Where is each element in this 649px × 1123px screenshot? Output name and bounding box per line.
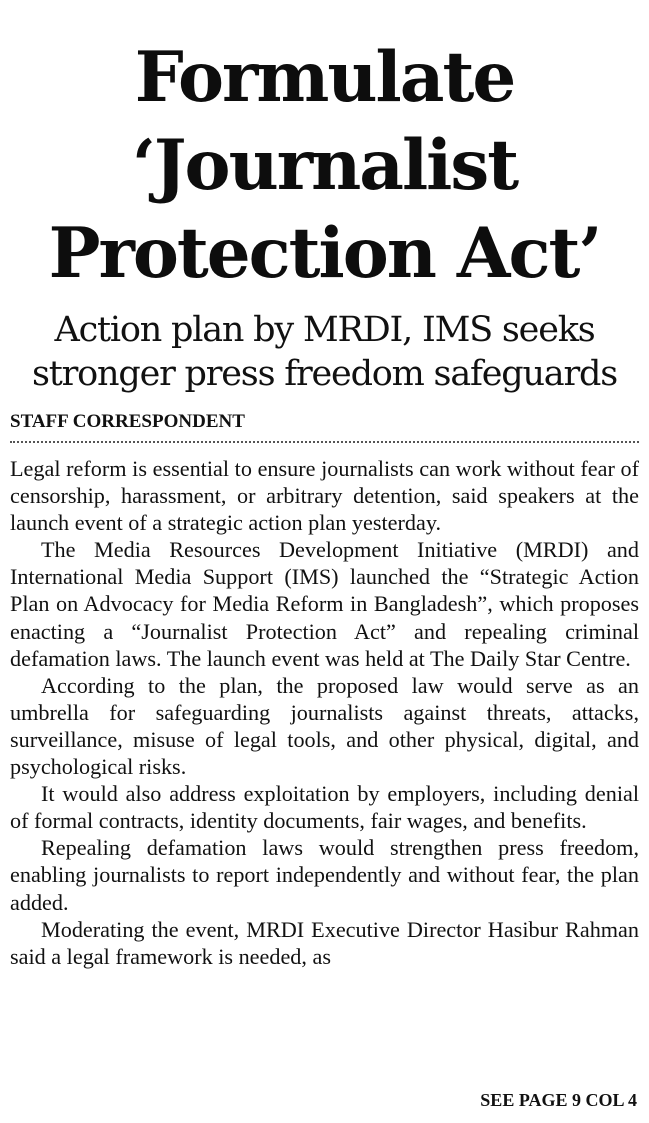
article-body	[10, 455, 639, 970]
subheadline	[10, 308, 639, 396]
subheadline-line-1: Action plan by MRDI, IMS seeks	[54, 310, 595, 350]
dotted-divider	[10, 441, 639, 443]
headline-line-1: Formulate	[134, 37, 515, 118]
subheadline-line-2: stronger press freedom safeguards	[32, 354, 617, 394]
body-paragraph: Legal reform is essential to ensure journalists can work without fear of censorship, harassment, or arbitrary detention, said speakers at the launch event of a strategic action plan yesterday.	[10, 456, 639, 536]
headline-line-3: Protection Act’	[48, 213, 601, 294]
headline-line-2: ‘Journalist	[131, 125, 518, 206]
body-paragraph: Moderating the event, MRDI Executive Director Hasibur Rahman said a legal framework is needed, as	[10, 916, 639, 969]
continuation-jump-line: SEE PAGE 9 COL 4	[480, 1090, 637, 1110]
headline	[10, 0, 639, 298]
body-paragraph: According to the plan, the proposed law would serve as an umbrella for safeguarding journalists against threats, attacks, surveillance, misuse of legal tools, and other physical, digital, and psychological risks.	[10, 672, 639, 780]
byline: STAFF CORRESPONDENT	[10, 411, 245, 432]
body-paragraph: The Media Resources Development Initiative (MRDI) and International Media Support (IMS) launched the “Strategic Action Plan on Advocacy for Media Reform in Bangladesh”, which proposes enacting a “Journalist Protection Act” and repealing criminal defamation laws. The launch event was held at The Daily Star Centre.	[10, 537, 639, 671]
body-paragraph: Repealing defamation laws would strengthen press freedom, enabling journalists to report independently and without fear, the plan added.	[10, 835, 639, 915]
body-paragraph: It would also address exploitation by employers, including denial of formal contracts, identity documents, fair wages, and benefits.	[10, 781, 639, 834]
